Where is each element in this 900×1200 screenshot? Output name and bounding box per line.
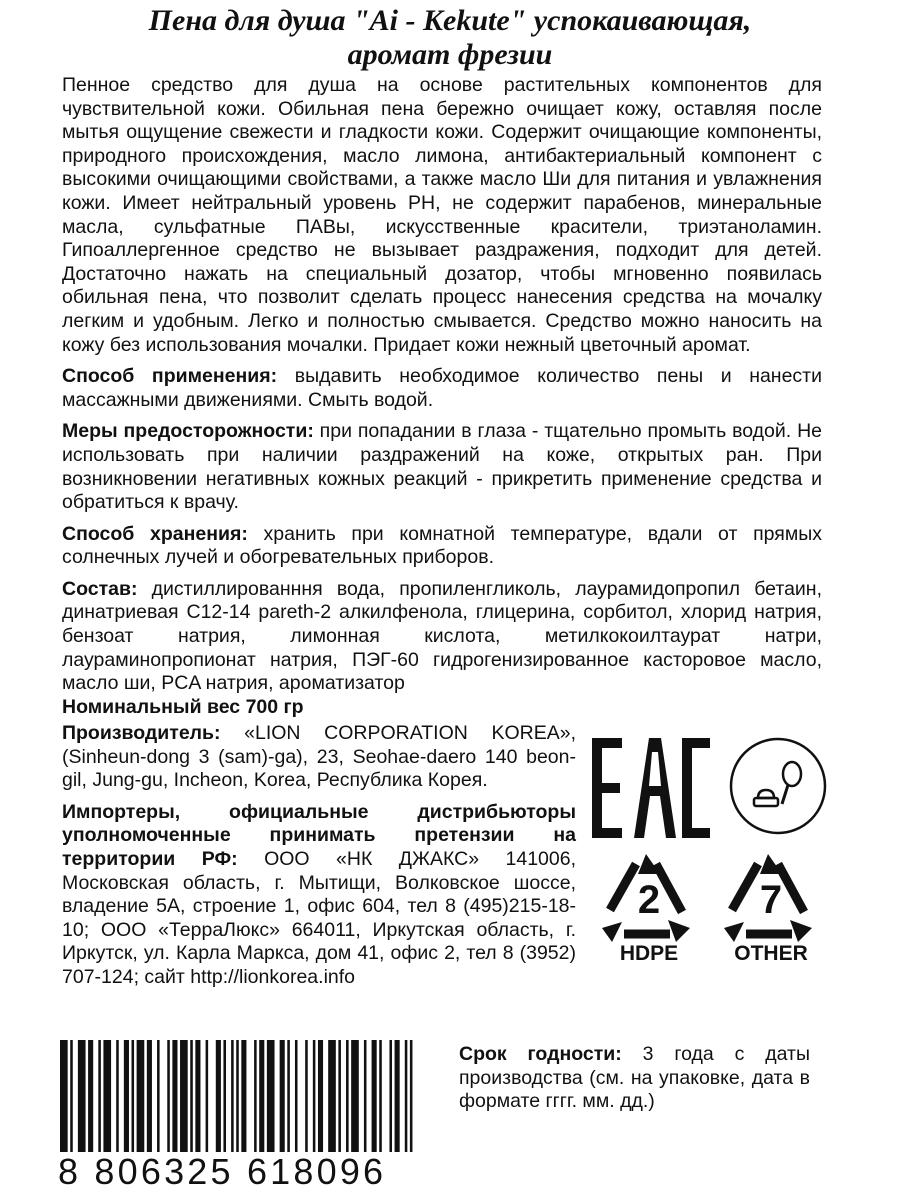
recycle-label-other: OTHER xyxy=(734,942,808,965)
barcode-bar xyxy=(70,1040,73,1152)
recycle-label-hdpe: HDPE xyxy=(619,942,679,965)
barcode-number: 8 806325 618096 xyxy=(58,1151,387,1192)
barcode-bar xyxy=(190,1040,193,1152)
barcode-bar xyxy=(195,1040,200,1152)
barcode-bar xyxy=(395,1040,400,1152)
shelf-life-text: 3 года с даты производства (см. на упаковке, дата в формате гггг. мм. дд.) xyxy=(459,1043,810,1113)
precautions-label: Меры предосторожности: xyxy=(62,420,314,443)
barcode-bar xyxy=(379,1040,382,1152)
usage-text: выдавить необходимое количество пены и нанести массажными движениями. Смыть водой. xyxy=(62,365,822,411)
barcode-bar xyxy=(364,1040,367,1152)
barcode-bar xyxy=(88,1040,93,1152)
composition-section xyxy=(62,578,822,696)
nominal-weight: Номинальный вес 700 гр xyxy=(62,696,304,718)
importers-label: Импортеры, официальные дистрибьюторы уполномоченные принимать претензии на территории РФ: xyxy=(62,800,576,870)
barcode-bar xyxy=(124,1040,129,1152)
barcode-bar xyxy=(206,1040,209,1152)
barcode-bar xyxy=(78,1040,86,1152)
barcode-bar xyxy=(172,1040,177,1152)
main-text-block xyxy=(62,74,822,704)
manufacturer-label: Производитель: xyxy=(62,722,221,744)
barcode-bar xyxy=(313,1040,316,1152)
description: Пенное средство для душа на основе растительных компонентов для чувствительной кожи. Обильная пена бережно очищает кожу, оставляя после мытья ощущение свежести и гладкости кожи. Содержит очищающие компоненты, природного происхождения, масло лимона, антибактериальный компонент с высокими очищающими свойствами, а также масло Ши для питания и увлажнения кожи. Имеет нейтральный уровень PH, не содержит парабенов, минеральные масла, сульфатные ПАВы, искусственные красители, триэтаноламин. Гипоаллергенное средство не вызывает раздражения, подходит для детей. Достаточно нажать на специальный дозатор, чтобы мгновенно появилась обильная пена, что позволит сделать процесс нанесения средства на мочалку легким и удобным. Легко и полностью смывается. Средство можно наносить на кожу без использования мочалки. Придает кожи нежный цветочный аромат. xyxy=(62,74,822,356)
barcode-bar xyxy=(147,1040,152,1152)
storage-text: хранить при комнатной температуре, вдали от прямых солнечных лучей и обогревательных приборов. xyxy=(62,522,822,569)
barcode-bar xyxy=(328,1040,336,1152)
storage-label: Способ хранения: xyxy=(62,522,248,545)
composition-label: Состав: xyxy=(62,577,138,600)
barcode-bar xyxy=(216,1040,221,1152)
barcode-bar xyxy=(157,1040,160,1152)
barcode-bar xyxy=(236,1040,239,1152)
barcode-bar xyxy=(223,1040,226,1152)
barcode-bar xyxy=(338,1040,341,1152)
importers-section xyxy=(62,801,576,990)
shelf-life-block xyxy=(459,1043,810,1114)
barcode-bar xyxy=(98,1040,101,1152)
product-title xyxy=(0,4,900,72)
barcode-bar xyxy=(318,1040,323,1152)
barcode-bar xyxy=(287,1040,290,1152)
manufacturer-block xyxy=(62,722,576,998)
barcode-bar xyxy=(346,1040,349,1152)
barcode-bar xyxy=(116,1040,119,1152)
usage-section xyxy=(62,365,822,412)
barcode-bar xyxy=(259,1040,264,1152)
shelf-life-label: Срок годности: xyxy=(459,1043,622,1065)
precautions-text: при попадании в глаза - тщательно промыть водой. Не использовать при наличии раздражений на коже, открытых ран. При возникновении негативных кожных реакций - прикретить применение средства и обратиться к врачу. xyxy=(62,420,822,514)
barcode-bar xyxy=(267,1040,275,1152)
barcode-bar xyxy=(305,1040,308,1152)
barcode-bar xyxy=(254,1040,257,1152)
barcode-bar xyxy=(241,1040,246,1152)
barcode-bar xyxy=(389,1040,392,1152)
barcode-bar xyxy=(167,1040,170,1152)
precautions-section xyxy=(62,420,822,514)
barcode-bar xyxy=(103,1040,111,1152)
recycle-number-2: 2 xyxy=(637,878,661,922)
manufacturer-section xyxy=(62,722,576,793)
barcode-bar xyxy=(137,1040,145,1152)
barcode-bar xyxy=(180,1040,188,1152)
barcode-bar xyxy=(351,1040,359,1152)
barcode-bar xyxy=(60,1040,68,1152)
composition-text: дистиллированння вода, пропиленгликоль, лаурамидопропил бетаин, динатриевая С12-14 pareth-2 алкилфенола, глицерина, сорбитол, хлорид натрия, бензоат натрия, лимонная кислота, метилкокоилтаурат натри, лаураминопропионат натрия, ПЭГ-60 гидрогенизированное касторовое масло, масло ши, PCA натрия, ароматизатор xyxy=(62,577,822,695)
barcode-bar xyxy=(295,1040,298,1152)
barcode xyxy=(60,1040,415,1152)
cosmetic-mirror-jar-icon xyxy=(728,736,828,836)
usage-label: Способ применения: xyxy=(62,365,278,388)
manufacturer-text: «LION CORPORATION KOREA», (Sinheun-dong 3 (sam)-ga), 23, Seohae-daero 140 beon-gil, Jung-gu, Incheon, Korea, Республика Корея. xyxy=(62,722,576,792)
title-line-2: аромат фрезии xyxy=(347,38,553,71)
barcode-bar xyxy=(280,1040,285,1152)
barcode-bar xyxy=(231,1040,234,1152)
recycle-number-7: 7 xyxy=(759,878,783,922)
title-line-1: Пена для душа "Ai - Kekute" успокаивающая, xyxy=(148,4,752,37)
barcode-bar xyxy=(405,1040,408,1152)
barcode-bar xyxy=(410,1040,413,1152)
importers-text: ООО «НК ДЖАКС» 141006, Московская область, г. Мытищи, Волковское шоссе, владение 5А, строение 1, офис 604, тел 8 (495)215-18-10; ООО «ТерраЛюкс» 664011, Иркутская область, г. Иркутск, ул. Карла Маркса, дом 41, офис 2, тел 8 (3952) 707-124; сайт http://lionkorea.info xyxy=(62,847,576,988)
storage-section xyxy=(62,523,822,570)
barcode-bar xyxy=(132,1040,135,1152)
eac-mark-icon xyxy=(590,736,712,840)
barcode-bar xyxy=(372,1040,377,1152)
